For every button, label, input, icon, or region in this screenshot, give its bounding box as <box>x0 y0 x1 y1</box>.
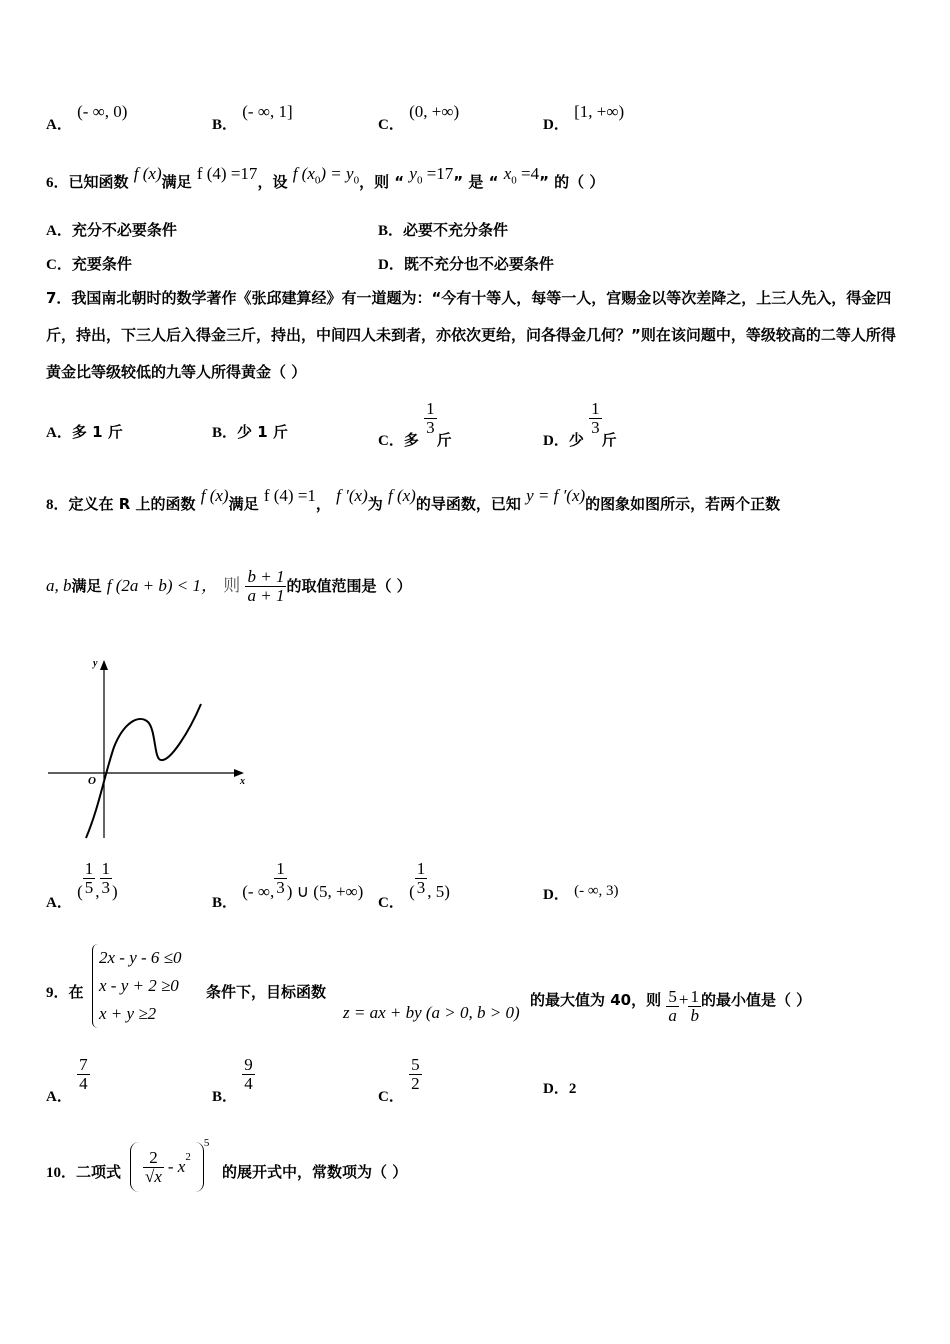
q7-option-d[interactable]: D．少 $\frac{1}{3}$ 斤 <box>543 399 617 449</box>
q7-option-a[interactable]: A．多 1 斤 <box>46 423 123 441</box>
q8-option-c[interactable]: C． ( $\frac{1}{3}$ , 5) <box>378 859 450 911</box>
q9-option-c[interactable]: C． $\frac{5}{2}$ <box>378 1055 420 1105</box>
q8-option-d[interactable]: D． (- ∞, 3) <box>543 883 619 903</box>
q8-option-a[interactable]: A． ( $\frac{1}{5}$ , $\frac{1}{3}$ ) <box>46 859 118 911</box>
derivative-curve <box>86 704 201 838</box>
q8-derivative-graph <box>44 652 254 842</box>
q9-stem: 9．在 <box>46 985 84 1001</box>
y-axis-arrow-icon <box>100 660 108 670</box>
q5-option-c[interactable]: C． (0, +∞) <box>378 102 460 133</box>
q8-stem-line1: 8．定义在 R 上的函数 f (x)满足 f (4) =1， f ′(x)为 f (x)的导函数，已知 y = f ′(x)的图象如图所示，若两个正数 <box>46 486 781 513</box>
q5-option-a[interactable]: A． (- ∞, 0) <box>46 102 128 133</box>
q7-stem: 7．我国南北朝时的数学著作《张邱建算经》有一道题为：“今有十等人，每等一人，宫赐金以等次差降之，上三人先入，得金四斤，持出，下三人后入得金三斤，持出，中间四人未到者，亦依次更给，问各得金几何？”则在该问题中，等级较高的二等人所得黄金比等级较低的九等人所得黄金（ ） <box>46 289 896 381</box>
q7-option-b[interactable]: B．少 1 斤 <box>212 423 288 441</box>
q9-option-b[interactable]: B． $\frac{9}{4}$ <box>212 1055 253 1105</box>
q9-option-a[interactable]: A． $\frac{7}{4}$ <box>46 1055 88 1105</box>
x-axis-label: x <box>240 776 245 787</box>
q10-stem: 10．二项式 <box>46 1165 122 1181</box>
q6-option-b[interactable]: B．必要不充分条件 <box>378 221 509 239</box>
q5-option-b[interactable]: B． (- ∞, 1] <box>212 102 293 133</box>
q8-stem-line2: a, b满足 f (2a + b) < 1， 则 $\frac{b + 1}{a + 1}$ 的取值范围是（ ） <box>46 567 412 605</box>
q9-constraint-system: 2x - y - 6 ≤0 x - y + 2 ≥0 x + y ≥2 <box>92 944 182 1028</box>
y-axis-label: y <box>93 658 98 669</box>
origin-label: O <box>88 775 96 787</box>
q7-option-c[interactable]: C．多 $\frac{1}{3}$ 斤 <box>378 399 452 449</box>
q9-tail: 的最大值为 40，则 $\frac{5}{a}$ + $\frac{1}{b}$ 的最小值是（ ） <box>530 987 812 1025</box>
q10-tail: 的展开式中，常数项为（ ） <box>222 1163 408 1181</box>
q8-option-b[interactable]: B． (- ∞, $\frac{1}{3}$ ) ∪ (5, +∞) <box>212 859 364 911</box>
q6-option-d[interactable]: D．既不充分也不必要条件 <box>378 255 554 273</box>
q6-option-a[interactable]: A．充分不必要条件 <box>46 221 177 239</box>
q5-option-d[interactable]: D． [1, +∞) <box>543 102 625 133</box>
q9-objective: z = ax + by (a > 0, b > 0) <box>343 1003 520 1022</box>
q9-condition-text: 条件下，目标函数 <box>206 983 327 1001</box>
q9-option-d[interactable]: D．2 <box>543 1081 577 1097</box>
q10-binomial: $\frac{2}{√x}$ - x 2 5 <box>130 1140 209 1194</box>
q6-option-c[interactable]: C．充要条件 <box>46 255 132 273</box>
q6-stem: 6．已知函数 f (x)满足 f (4) =17，设 f $(x_0) = y_0$，则 “ $y_0 =17$” 是 “ $x_0 =4$” 的（ ） <box>46 164 605 191</box>
